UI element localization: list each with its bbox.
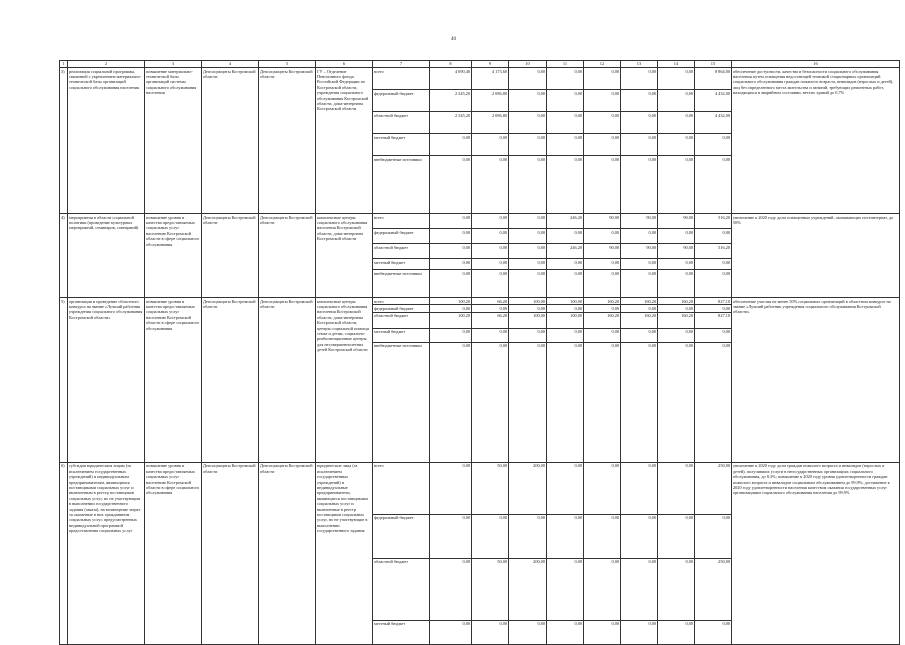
amount-cell: 0,00 — [430, 134, 472, 156]
amount-cell: 0,00 — [658, 134, 695, 156]
amount-cell: 0,00 — [658, 558, 695, 620]
amount-cell: 0,00 — [430, 328, 472, 342]
amount-cell: 0,00 — [621, 68, 658, 90]
amount-cell: 0,00 — [472, 328, 509, 342]
cell-c5: Депсоцзащиты Костромской области — [259, 214, 316, 298]
amount-cell: 90,00 — [658, 214, 695, 229]
amount-cell: 0,00 — [547, 90, 584, 112]
amount-cell: 4 432,00 — [695, 112, 732, 134]
amount-cell: 0,00 — [509, 112, 547, 134]
amount-cell: 0,00 — [509, 514, 547, 558]
amount-cell: 2 086,80 — [472, 90, 509, 112]
amount-cell: 160,20 — [621, 298, 658, 305]
column-number: 8 — [430, 61, 472, 68]
amount-cell: 0,00 — [621, 328, 658, 342]
amount-cell: 0,00 — [509, 342, 547, 462]
cell-c3: повышение уровня и качества предоставляемых социальных услуг населению Костромской области в сфере социального обслуживания — [145, 298, 202, 463]
expected-result: обеспечение участия не менее 50% социальных организаций в областном конкурсе на звание «Лучший работник учреждения социального обслуживания Костромской области» — [732, 298, 900, 463]
amount-cell: 160,20 — [658, 298, 695, 305]
row-number: 4) — [60, 214, 68, 298]
funding-source: местный бюджет — [373, 134, 430, 156]
column-number: 10 — [509, 61, 547, 68]
amount-cell: 0,00 — [430, 229, 472, 244]
amount-cell: 4 690,40 — [430, 68, 472, 90]
expected-result: увеличение к 2020 году доли оснащенных учреждений, оказывающих постинтернат, до 50% — [732, 214, 900, 298]
amount-cell: 0,00 — [621, 620, 658, 644]
amount-cell: 0,00 — [430, 342, 472, 462]
amount-cell: 0,00 — [658, 620, 695, 644]
amount-cell: 0,00 — [547, 270, 584, 298]
amount-cell: 0,00 — [547, 156, 584, 214]
amount-cell: 66,20 — [472, 312, 509, 328]
amount-cell: 0,00 — [695, 342, 732, 462]
amount-cell: 250,00 — [695, 558, 732, 620]
cell-c4: Депсоцзащиты Костромской области — [202, 462, 259, 644]
amount-cell: 0,00 — [621, 90, 658, 112]
cell-c6: комплексные центры социального обслуживания населения Костромской области, дома-интернаты Костромской области, центры социальной помощи семье и детям, социально-реабилитационные центры для несовершеннолетних детей Костромской области — [316, 298, 373, 463]
amount-cell: 0,00 — [658, 342, 695, 462]
amount-cell: 0,00 — [509, 90, 547, 112]
amount-cell: 0,00 — [621, 462, 658, 514]
amount-cell: 0,00 — [509, 328, 547, 342]
cell-c2: реализация социальной программы, связанной с укреплением материально-технической базы организаций социального обслуживания населения — [68, 68, 145, 214]
amount-cell: 0,00 — [430, 156, 472, 214]
funding-source: федеральный бюджет — [373, 229, 430, 244]
amount-cell: 100,00 — [509, 298, 547, 305]
amount-cell: 0,00 — [695, 270, 732, 298]
page-number: 40 — [451, 37, 456, 42]
amount-cell: 0,00 — [430, 259, 472, 270]
amount-cell: 0,00 — [658, 229, 695, 244]
amount-cell: 160,20 — [658, 312, 695, 328]
amount-cell: 4 432,00 — [695, 90, 732, 112]
funding-source: всего — [373, 298, 430, 305]
amount-cell: 0,00 — [472, 305, 509, 312]
amount-cell: 0,00 — [621, 270, 658, 298]
amount-cell: 0,00 — [658, 68, 695, 90]
cell-c5: Депсоцзащиты Костромской области — [259, 462, 316, 644]
amount-cell: 0,00 — [472, 214, 509, 229]
funding-source: областной бюджет — [373, 244, 430, 259]
amount-cell: 0,00 — [658, 112, 695, 134]
funding-source: федеральный бюджет — [373, 305, 430, 312]
amount-cell: 0,00 — [547, 134, 584, 156]
amount-cell: 0,00 — [584, 156, 621, 214]
column-number: 5 — [259, 61, 316, 68]
column-number: 14 — [658, 61, 695, 68]
program-measures-table — [59, 60, 900, 645]
amount-cell: 0,00 — [658, 156, 695, 214]
funding-source: местный бюджет — [373, 259, 430, 270]
column-number: 13 — [621, 61, 658, 68]
amount-cell: 0,00 — [695, 156, 732, 214]
amount-cell: 0,00 — [472, 259, 509, 270]
amount-cell: 0,00 — [509, 244, 547, 259]
amount-cell: 0,00 — [584, 134, 621, 156]
amount-cell: 0,00 — [621, 229, 658, 244]
column-number-row — [60, 61, 900, 68]
amount-cell: 2 345,20 — [430, 112, 472, 134]
column-number: 11 — [547, 61, 584, 68]
amount-cell: 0,00 — [584, 462, 621, 514]
amount-cell: 0,00 — [658, 90, 695, 112]
amount-cell: 0,00 — [430, 214, 472, 229]
amount-cell: 0,00 — [472, 229, 509, 244]
amount-cell: 0,00 — [584, 259, 621, 270]
amount-cell: 4 173,60 — [472, 68, 509, 90]
table-row — [60, 68, 900, 90]
cell-c6: комплексные центры социального обслуживания населения Костромской области, дома-интернаты Костромской области — [316, 214, 373, 298]
funding-source: областной бюджет — [373, 112, 430, 134]
amount-cell: 0,00 — [695, 305, 732, 312]
amount-cell: 246,20 — [547, 244, 584, 259]
amount-cell: 516,20 — [695, 244, 732, 259]
table-row — [60, 298, 900, 305]
amount-cell: 0,00 — [547, 68, 584, 90]
amount-cell: 0,00 — [658, 514, 695, 558]
amount-cell: 0,00 — [584, 112, 621, 134]
amount-cell: 0,00 — [430, 305, 472, 312]
column-number: 15 — [695, 61, 732, 68]
amount-cell: 0,00 — [584, 558, 621, 620]
amount-cell: 0,00 — [621, 558, 658, 620]
amount-cell: 0,00 — [472, 342, 509, 462]
amount-cell: 90,00 — [584, 244, 621, 259]
column-number: 3 — [145, 61, 202, 68]
amount-cell: 0,00 — [547, 342, 584, 462]
cell-c4: Депсоцзащиты Костромской области — [202, 214, 259, 298]
amount-cell: 0,00 — [509, 620, 547, 644]
column-number: 16 — [732, 61, 900, 68]
amount-cell: 100,00 — [509, 312, 547, 328]
amount-cell: 0,00 — [621, 112, 658, 134]
amount-cell: 0,00 — [547, 514, 584, 558]
amount-cell: 0,00 — [658, 328, 695, 342]
amount-cell: 0,00 — [472, 156, 509, 214]
amount-cell: 0,00 — [472, 620, 509, 644]
amount-cell: 0,00 — [621, 134, 658, 156]
amount-cell: 0,00 — [621, 156, 658, 214]
amount-cell: 100,00 — [547, 298, 584, 305]
amount-cell: 90,00 — [621, 244, 658, 259]
amount-cell: 0,00 — [584, 90, 621, 112]
amount-cell: 0,00 — [621, 514, 658, 558]
amount-cell: 50,00 — [472, 462, 509, 514]
row-number: 3) — [60, 68, 68, 214]
amount-cell: 0,00 — [621, 259, 658, 270]
funding-source: местный бюджет — [373, 328, 430, 342]
amount-cell: 0,00 — [621, 342, 658, 462]
amount-cell: 827,10 — [695, 312, 732, 328]
amount-cell: 0,00 — [695, 259, 732, 270]
amount-cell: 0,00 — [430, 620, 472, 644]
amount-cell: 0,00 — [658, 462, 695, 514]
amount-cell: 0,00 — [430, 558, 472, 620]
table-row — [60, 214, 900, 229]
amount-cell: 2 086,80 — [472, 112, 509, 134]
cell-c2: субсидия юридическим лицам (за исключением государственных учреждений) и индивидуальным предпринимателям, являющимся поставщиками социальных услуг и включенным в реестр поставщиков социальных услуг, но не участвующим в выполнении государственного задания (заказа), на возмещение затрат за оказанные в них гражданином социальных услуг, предусмотренных индивидуальной программой предоставления социальных услуг — [68, 462, 145, 644]
amount-cell: 0,00 — [472, 514, 509, 558]
cell-c5: Депсоцзащиты Костромской области — [259, 68, 316, 214]
amount-cell: 50,00 — [472, 558, 509, 620]
amount-cell: 0,00 — [509, 305, 547, 312]
column-number: 2 — [68, 61, 145, 68]
amount-cell: 0,00 — [695, 229, 732, 244]
cell-c3: повышение материально-технической базы организаций системы социального обслуживания населения — [145, 68, 202, 214]
amount-cell: 0,00 — [584, 342, 621, 462]
column-number: 6 — [316, 61, 373, 68]
funding-source: всего — [373, 68, 430, 90]
cell-c6: ГУ – Отделение Пенсионного фонда Российской Федерации по Костромской области, учреждения социального обслуживания Костромской области, дома-интернаты Костромской области — [316, 68, 373, 214]
cell-c3: повышение уровня и качества предоставляемых социальных услуг населению Костромской области в сфере социального обслуживания — [145, 214, 202, 298]
expected-result: увеличение к 2020 году доли граждан пожилого возраста и инвалидов (взрослых и детей), получивших услуги в негосударственных организациях социального обслуживания, до 8,3%; повышение к 2020 году уровня удовлетворенности граждан пожилого возраста и инвалидов социальным обслуживанием до 99,9%; достижение к 2020 году удовлетворенности населения качеством оказания государственных услуг организациями социального обслуживания населения до 99,9% — [732, 462, 900, 644]
amount-cell: 0,00 — [509, 214, 547, 229]
amount-cell: 0,00 — [509, 270, 547, 298]
amount-cell: 0,00 — [547, 259, 584, 270]
funding-source: внебюджетные источники — [373, 156, 430, 214]
funding-source: областной бюджет — [373, 558, 430, 620]
amount-cell: 200,00 — [509, 462, 547, 514]
column-number: 9 — [472, 61, 509, 68]
amount-cell: 0,00 — [658, 259, 695, 270]
column-number: 12 — [584, 61, 621, 68]
amount-cell: 0,00 — [584, 229, 621, 244]
row-number: 6) — [60, 462, 68, 644]
amount-cell: 516,20 — [695, 214, 732, 229]
amount-cell: 90,00 — [584, 214, 621, 229]
funding-source: внебюджетные источники — [373, 270, 430, 298]
amount-cell: 246,20 — [547, 214, 584, 229]
amount-cell: 0,00 — [509, 229, 547, 244]
amount-cell: 0,00 — [547, 112, 584, 134]
amount-cell: 100,20 — [430, 298, 472, 305]
column-number: 1 — [60, 61, 68, 68]
funding-source: федеральный бюджет — [373, 514, 430, 558]
amount-cell: 100,20 — [430, 312, 472, 328]
amount-cell: 160,20 — [584, 298, 621, 305]
amount-cell: 0,00 — [695, 134, 732, 156]
amount-cell: 0,00 — [584, 68, 621, 90]
cell-c2: мероприятия в области социальной политики (проведение культурных мероприятий, семинаров, совещаний) — [68, 214, 145, 298]
expected-result: обеспечение доступности, качества и безопасности социального обслуживания населения путем оснащения недостающей техникой стационарных организаций социального обслуживания граждан пожилого возраста, инвалидов (взрослых и детей), лиц без определенного места жительства и занятий, требующих ремонтных работ, находящихся в аварийном состоянии, ветхих зданий до 0,7% — [732, 68, 900, 214]
amount-cell: 0,00 — [695, 620, 732, 644]
cell-c5: Депсоцзащиты Костромской области — [259, 298, 316, 463]
amount-cell: 0,00 — [695, 514, 732, 558]
amount-cell: 0,00 — [621, 305, 658, 312]
amount-cell: 90,00 — [658, 244, 695, 259]
funding-source: областной бюджет — [373, 312, 430, 328]
cell-c4: Депсоцзащиты Костромской области — [202, 298, 259, 463]
amount-cell: 0,00 — [547, 229, 584, 244]
row-number: 5) — [60, 298, 68, 463]
amount-cell: 0,00 — [430, 462, 472, 514]
amount-cell: 0,00 — [472, 134, 509, 156]
amount-cell: 0,00 — [430, 270, 472, 298]
amount-cell: 0,00 — [584, 328, 621, 342]
amount-cell: 0,00 — [658, 305, 695, 312]
amount-cell: 200,00 — [509, 558, 547, 620]
amount-cell: 100,00 — [547, 312, 584, 328]
amount-cell: 8 864,00 — [695, 68, 732, 90]
amount-cell: 2 345,20 — [430, 90, 472, 112]
amount-cell: 0,00 — [547, 558, 584, 620]
amount-cell: 0,00 — [509, 259, 547, 270]
amount-cell: 0,00 — [509, 156, 547, 214]
amount-cell: 0,00 — [430, 514, 472, 558]
amount-cell: 0,00 — [430, 244, 472, 259]
amount-cell: 0,00 — [584, 514, 621, 558]
amount-cell: 0,00 — [584, 270, 621, 298]
cell-c3: повышение уровня и качества предоставляемых социальных услуг населению Костромской области в сфере социального обслуживания — [145, 462, 202, 644]
amount-cell: 0,00 — [509, 134, 547, 156]
amount-cell: 0,00 — [695, 328, 732, 342]
amount-cell: 0,00 — [547, 462, 584, 514]
funding-source: федеральный бюджет — [373, 90, 430, 112]
cell-c4: Депсоцзащиты Костромской области — [202, 68, 259, 214]
amount-cell: 827,10 — [695, 298, 732, 305]
amount-cell: 0,00 — [547, 620, 584, 644]
amount-cell: 66,20 — [472, 298, 509, 305]
amount-cell: 90,00 — [621, 214, 658, 229]
amount-cell: 0,00 — [509, 68, 547, 90]
amount-cell: 0,00 — [584, 620, 621, 644]
amount-cell: 250,00 — [695, 462, 732, 514]
amount-cell: 160,20 — [621, 312, 658, 328]
amount-cell: 160,20 — [584, 312, 621, 328]
cell-c2: организация и проведение областного конкурса на звание «Лучший работник учреждения социального обслуживания Костромской области» — [68, 298, 145, 463]
column-number: 7 — [373, 61, 430, 68]
amount-cell: 0,00 — [472, 244, 509, 259]
funding-source: местный бюджет — [373, 620, 430, 644]
amount-cell: 0,00 — [658, 270, 695, 298]
funding-source: внебюджетные источники — [373, 342, 430, 462]
table-row — [60, 462, 900, 514]
cell-c6: юридические лица (за исключением государственных учреждений) и индивидуальные предприниматели, являющиеся поставщиками социальных услуг и включенные в реестр поставщиков социальных услуг, но не участвующие в выполнении государственного задания — [316, 462, 373, 644]
funding-source: всего — [373, 214, 430, 229]
amount-cell: 0,00 — [472, 270, 509, 298]
funding-source: всего — [373, 462, 430, 514]
column-number: 4 — [202, 61, 259, 68]
amount-cell: 0,00 — [547, 328, 584, 342]
amount-cell: 0,00 — [547, 305, 584, 312]
amount-cell: 0,00 — [584, 305, 621, 312]
